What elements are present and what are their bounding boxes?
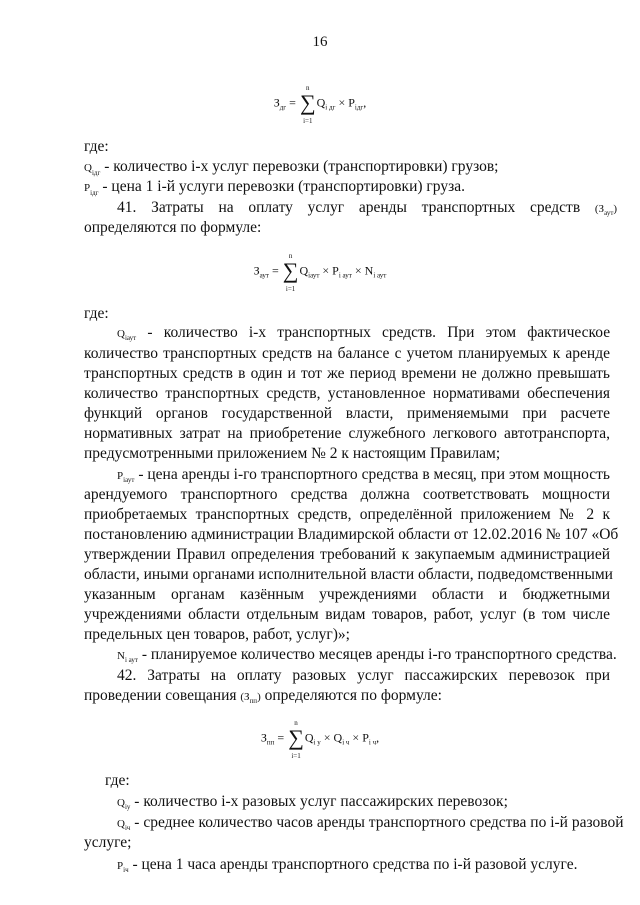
where-label-2: где: bbox=[84, 305, 109, 322]
formula-passenger-transport: $З_{пп}$ = n ∑ i=1 $Q_{i у} \times Q_{i ч} \times P_{i ч}$, bbox=[260, 719, 380, 760]
sum-symbol: n ∑ i=1 bbox=[282, 252, 299, 293]
q-vehicles-line-6: нормативных затрат на приобретение служебного легкового автотранспорта, bbox=[84, 425, 610, 442]
page-number: 16 bbox=[312, 34, 328, 50]
q-vehicles-line-3: транспортных средств в один и тот же период времени не должно превышать bbox=[84, 365, 610, 382]
definition-p-rent: $P_{iаут}$ - цена аренды i-го транспортного средства в месяц, при этом мощность bbox=[117, 466, 611, 485]
definition-q-trips: $Q_{iу}$ - количество i-х разовых услуг пассажирских перевозок; bbox=[117, 793, 508, 812]
definition-n-months: $N_{i аут}$ - планируемое количество месяцев аренды i-го транспортного средства. bbox=[117, 646, 617, 665]
definition-p-hour: $P_{iч}$ - цена 1 часа аренды транспортного средства по i-й разовой услуге. bbox=[117, 856, 578, 875]
sum-symbol: n ∑ i=1 bbox=[288, 719, 304, 760]
q-vehicles-line-2: количество транспортных средств на балансе с учетом планируемых к аренде bbox=[84, 345, 610, 362]
item-41-line-2: определяются по формуле: bbox=[84, 219, 262, 236]
q-vehicles-line-5: функций органов государственной власти, применяемыми при расчете bbox=[84, 405, 610, 422]
where-label: где: bbox=[84, 138, 109, 155]
formula-vehicle-rent: $З_{аут}$ = n ∑ i=1 $Q_{iаут} \times P_{i аут} \times N_{i аут}$ bbox=[253, 252, 387, 293]
p-rent-line-8: учреждениями области отдельным видам товаров, работ, услуг (в том числе bbox=[84, 606, 610, 623]
p-rent-line-5: утверждении Правил определения требований к закупаемым администрацией bbox=[84, 546, 610, 563]
p-rent-line-2: арендуемого транспортного средства должна соответствовать мощности bbox=[84, 486, 610, 503]
p-rent-line-7: указанным органам казённым учреждениями области и бюджетными bbox=[84, 586, 610, 603]
p-rent-line-6: области, иными органами исполнительной власти области, подведомственными bbox=[84, 566, 613, 583]
q-vehicles-line-4: количество транспортных средств, установленное нормативами обеспечения bbox=[84, 385, 610, 402]
definition-q-cargo: $Q_{iдг}$ - количество i-х услуг перевозки (транспортировки) грузов; bbox=[84, 158, 499, 178]
p-rent-line-4: постановлению администрации Владимирской области от 12.02.2016 № 107 «Об bbox=[84, 526, 619, 543]
formula-cargo-transport: $З_{дг}$ = n ∑ i=1 $Q_{i дг} \times P_{iдг}$, bbox=[273, 84, 367, 125]
definition-p-cargo: $P_{iдг}$ - цена 1 i-й услуги перевозки (транспортировки) груза. bbox=[84, 178, 465, 198]
definition-q-hours: $Q_{iч}$ - среднее количество часов аренды транспортного средства по i-й разовой bbox=[117, 814, 624, 833]
item-42-heading: 42. Затраты на оплату разовых услуг пассажирских перевозок при bbox=[117, 667, 610, 684]
q-hours-line-2: услуге; bbox=[84, 834, 132, 851]
where-label-3: где: bbox=[105, 772, 130, 789]
p-rent-line-3: приобретаемых транспортных средств, определённой приложением № 2 к bbox=[84, 506, 610, 523]
sum-symbol: n ∑ i=1 bbox=[299, 84, 316, 125]
item-41-heading: 41. Затраты на оплату услуг аренды транспортных средств $(З_{аут})$ bbox=[117, 199, 618, 218]
p-rent-line-9: предельных цен товаров, работ, услуг)»; bbox=[84, 626, 350, 643]
q-vehicles-line-7: предусмотренными приложением № 2 к настоящим Правилам; bbox=[84, 445, 501, 462]
definition-q-vehicles: $Q_{iаут}$ - количество i-х транспортных средств. При этом фактическое bbox=[117, 324, 611, 343]
item-42-line-2: проведении совещания $(З_{пп})$ определяются по формуле: bbox=[84, 687, 442, 706]
